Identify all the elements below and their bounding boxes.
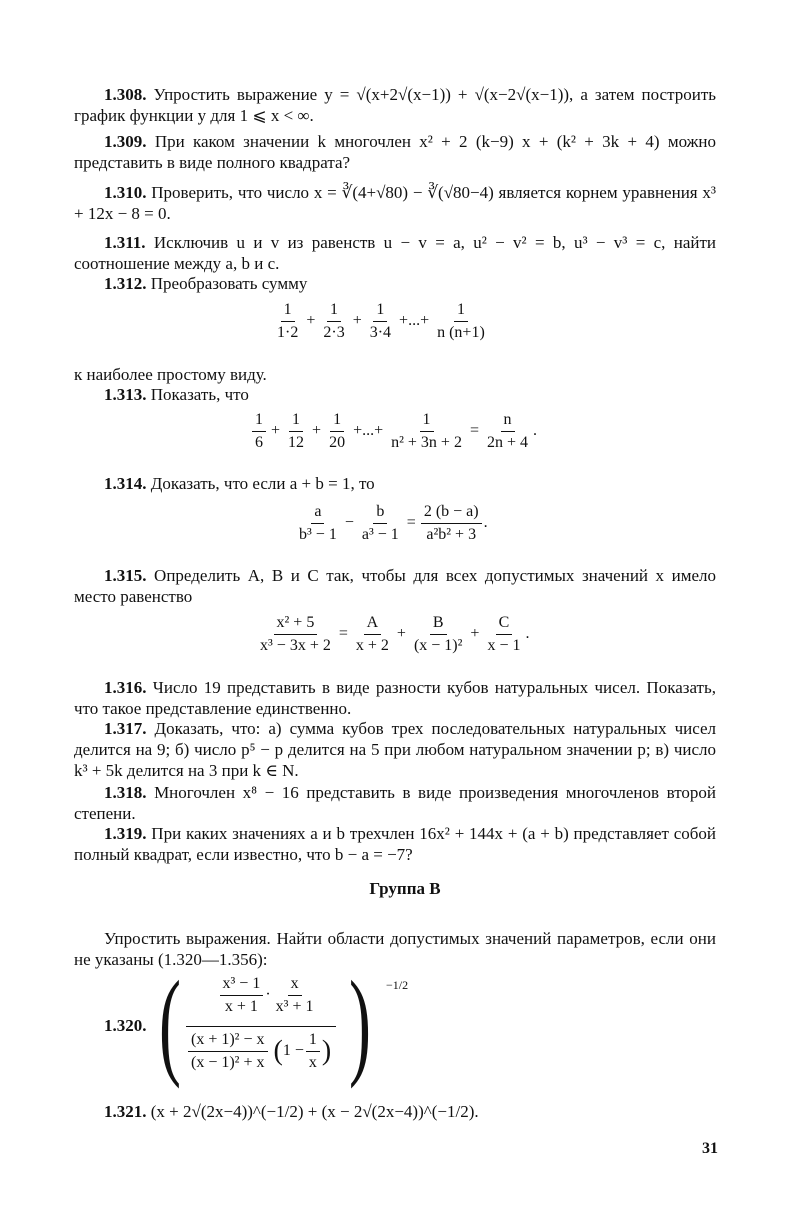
- problem-number: 1.320.: [104, 1016, 147, 1035]
- one-minus: 1 −: [282, 1042, 304, 1060]
- problem-1316: [74, 677, 716, 719]
- problem-text: Упростить выражение y = √(x+2√(x−1)) + √(x−2√(x−1)), а затем построить график функции y для 1 ⩽ x < ∞.: [74, 85, 716, 125]
- problem-number: 1.317.: [104, 719, 147, 738]
- numerator: x: [288, 974, 302, 996]
- problem-number: 1.309.: [104, 132, 147, 151]
- denominator: x − 1: [487, 637, 521, 654]
- denominator: 6: [255, 434, 263, 451]
- numerator: a: [311, 502, 324, 524]
- numerator: A: [364, 613, 382, 635]
- denominator: (x − 1)²: [413, 637, 463, 654]
- problem-1310: [74, 182, 716, 224]
- numerator: 1: [330, 410, 344, 432]
- right-paren: ): [348, 956, 371, 1089]
- numerator: 1: [454, 300, 468, 322]
- denominator: x: [308, 1054, 317, 1071]
- problem-number: 1.308.: [104, 85, 147, 104]
- numerator: (x + 1)² − x: [188, 1030, 268, 1052]
- denominator: b³ − 1: [299, 526, 337, 543]
- problem-1315: [74, 565, 716, 607]
- problem-number: 1.311.: [104, 233, 146, 252]
- denominator: x + 1: [224, 998, 258, 1015]
- problem-1321: [74, 1101, 716, 1122]
- numerator: C: [496, 613, 513, 635]
- group-heading: Группа В: [369, 879, 441, 898]
- ellipsis: +...+: [399, 312, 430, 330]
- problem-1309: [74, 131, 716, 173]
- lower-fraction: $\frac{\text{(x + 1)² − x}}{\text{(x − 1)² + x}}$ (1 − $\frac{1}{x}$ ): [186, 1030, 366, 1073]
- problem-text: Проверить, что число x = ∛(4+√80) − ∛(√80−4) является корнем уравнения x³ + 12x − 8 = 0.: [74, 183, 716, 223]
- problem-1308: [74, 84, 716, 126]
- denominator: 1·2: [277, 324, 299, 341]
- formula-1312: $\frac{1}{1\cdot 2}$ + $\frac{1}{2\cdot 3}$ + $\frac{1}{3\cdot 4}$ +...+ $\frac{1}{n (n+1)}$: [272, 300, 490, 343]
- denominator: 20: [329, 434, 346, 451]
- problem-1313: [74, 384, 716, 405]
- formula-1315: $\frac{\text{x² + 5}}{\text{x³ − 3x + 2}}$ = $\frac{A}{x + 2}$ + $\frac{B}{\text{(x − 1)²}}$ + $\frac{C}{x - 1}$ .: [255, 613, 529, 656]
- problem-number: 1.319.: [104, 824, 147, 843]
- denominator: n (n+1): [437, 324, 485, 341]
- problem-text: к наиболее простому виду.: [74, 365, 267, 384]
- numerator: n: [501, 410, 515, 432]
- problem-number: 1.316.: [104, 678, 147, 697]
- numerator: 1: [306, 1030, 320, 1052]
- main-fraction-line: [186, 1026, 336, 1027]
- problem-1318: [74, 782, 716, 824]
- problem-number: 1.313.: [104, 385, 147, 404]
- page-number: 31: [702, 1140, 718, 1157]
- problem-number: 1.318.: [104, 783, 147, 802]
- denominator: (x − 1)² + x: [191, 1054, 265, 1071]
- denominator: 2n + 4: [486, 434, 529, 451]
- numerator: 1: [373, 300, 387, 322]
- problem-text: (x + 2√(2x−4))^(−1/2) + (x − 2√(2x−4))^(−1/2).: [150, 1102, 479, 1121]
- denominator: 2·3: [323, 324, 345, 341]
- problem-text: Число 19 представить в виде разности кубов натуральных чисел. Показать, что такое представление единственно.: [74, 678, 716, 718]
- denominator: a³ − 1: [361, 526, 399, 543]
- problem-number: 1.315.: [104, 566, 147, 585]
- upper-fraction: $\frac{\text{x³ − 1}}{x + 1}$ · $\frac{x}{\text{x³ + 1}}$: [188, 974, 348, 1017]
- problem-1312-after: [74, 364, 716, 385]
- problem-text: Доказать, что: а) сумма кубов трех последовательных натуральных чисел делится на 9; б) число p⁵ − p делится на 5 при любом натуральном значении p; в) число k³ + 5k делится на 3 при k ∈ N.: [74, 719, 716, 780]
- denominator: 12: [288, 434, 305, 451]
- numerator: 1: [327, 300, 341, 322]
- ellipsis: +...+: [353, 422, 384, 440]
- problem-number: 1.310.: [104, 183, 147, 202]
- problem-text: При каких значениях a и b трехчлен 16x² + 144x + (a + b) представляет собой полный квадрат, если известно, что b − a = −7?: [74, 824, 716, 864]
- denominator: n² + 3n + 2: [391, 434, 462, 451]
- problem-number: 1.314.: [104, 474, 147, 493]
- problem-1311: [74, 232, 716, 274]
- exponent: −1/2: [386, 978, 409, 992]
- problem-number: 1.321.: [104, 1102, 147, 1121]
- problem-1312: [74, 273, 716, 294]
- problem-text: Показать, что: [150, 385, 249, 404]
- denominator: x³ − 3x + 2: [260, 637, 331, 654]
- numerator: 2 (b − a): [421, 502, 482, 524]
- intro-text: Упростить выражения. Найти области допустимых значений параметров, если они не указаны (1.320—1.356):: [74, 929, 716, 969]
- numerator: b: [373, 502, 387, 524]
- denominator: a²b² + 3: [426, 526, 477, 543]
- problem-text: При каком значении k многочлен x² + 2 (k−9) x + (k² + 3k + 4) можно представить в виде полного квадрата?: [74, 132, 717, 172]
- problem-text: Определить A, B и C так, чтобы для всех допустимых значений x имело место равенство: [74, 566, 716, 606]
- denominator: 3·4: [369, 324, 392, 341]
- denominator: x³ + 1: [275, 998, 314, 1015]
- formula-1314: $\frac{a}{\text{b³ − 1}}$ − $\frac{b}{\text{a³ − 1}}$ = $\frac{2 (b - a)}{\text{a²b² + 3}}$ .: [294, 502, 488, 545]
- numerator: 1: [420, 410, 434, 432]
- denominator: x + 2: [355, 637, 389, 654]
- left-paren: (: [158, 956, 181, 1089]
- numerator: B: [430, 613, 447, 635]
- problem-text: Исключив u и v из равенств u − v = a, u² − v² = b, u³ − v³ = c, найти соотношение между a, b и c.: [74, 233, 717, 273]
- problem-text: Многочлен x⁸ − 16 представить в виде произведения многочленов второй степени.: [74, 783, 717, 823]
- numerator: x³ − 1: [220, 974, 264, 996]
- problem-text: Доказать, что если a + b = 1, то: [150, 474, 375, 493]
- problem-1319: [74, 823, 716, 865]
- numerator: 1: [281, 300, 295, 322]
- numerator: x² + 5: [274, 613, 318, 635]
- problem-1320: [104, 956, 524, 1089]
- problem-number: 1.312.: [104, 274, 147, 293]
- problem-1317: [74, 718, 716, 781]
- problem-1314: [74, 473, 716, 494]
- problem-text: Преобразовать сумму: [150, 274, 308, 293]
- numerator: 1: [289, 410, 303, 432]
- formula-1313: $\frac{1}{6}$ + $\frac{1}{12}$ + $\frac{1}{20}$ +...+ $\frac{1}{\text{n² + 3n + 2}}$ = $\frac{n}{2n + 4}$ .: [250, 410, 537, 453]
- numerator: 1: [252, 410, 266, 432]
